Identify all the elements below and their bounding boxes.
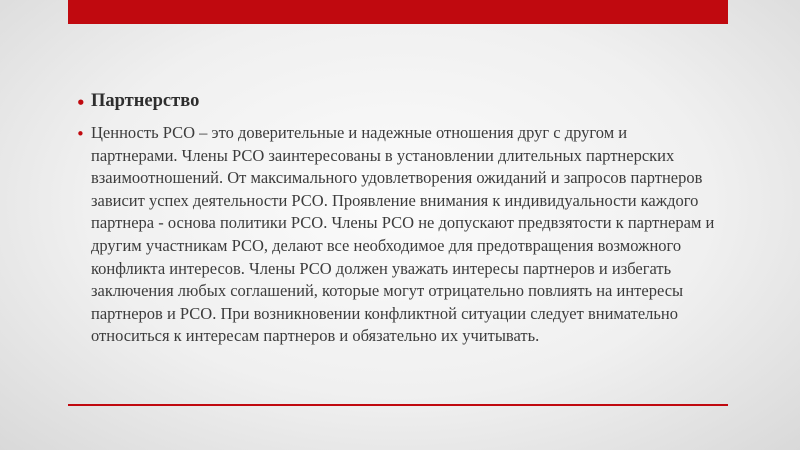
- slide-heading: Партнерство: [91, 91, 200, 111]
- bullet-item-heading: [76, 88, 716, 114]
- bottom-divider: [68, 404, 728, 406]
- bullet-icon: •: [76, 125, 85, 143]
- slide-content: [76, 88, 716, 348]
- bullet-icon: •: [76, 94, 86, 112]
- bullet-item-body: [76, 122, 716, 348]
- slide-body-text: Ценность РСО – это доверительные и надежные отношения друг с другом и партнерами. Члены РСО заинтересованы в установлении длительных партнерских взаимоотношений. От максимального удовлетворения ожиданий и запросов партнеров зависит успех деятельности РСО. Проявление внимания к индивидуальности каждого партнера - основа политики РСО. Члены РСО не допускают предвзятости к партнерам и другим участникам РСО, делают все необходимое для предотвращения возможного конфликта интересов. Члены РСО должен уважать интересы партнеров и избегать заключения любых соглашений, которые могут отрицательно повлиять на интересы партнеров и РСО. При возникновении конфликтной ситуации следует внимательно относиться к интересам партнеров и обязательно их учитывать.: [91, 123, 715, 346]
- top-accent-bar: [68, 0, 728, 24]
